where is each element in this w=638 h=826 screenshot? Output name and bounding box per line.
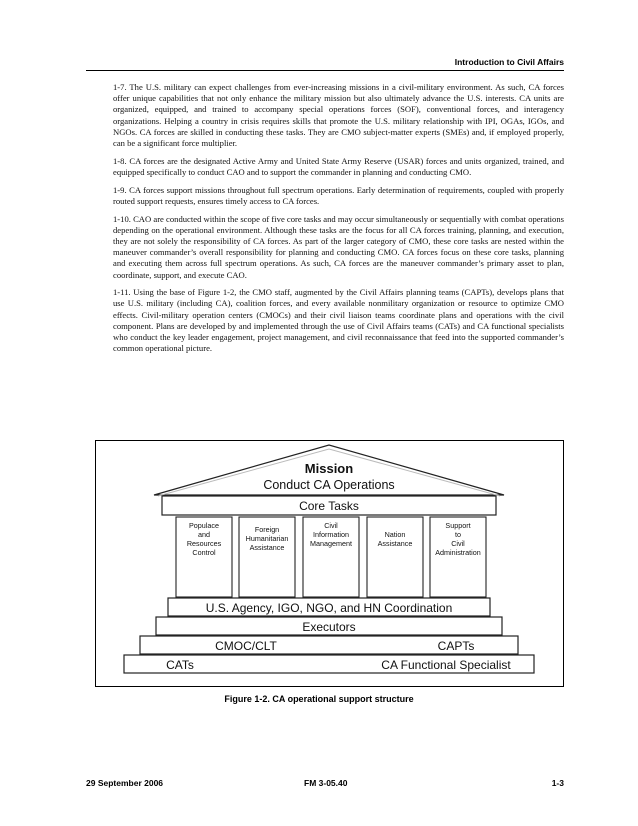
footer-date: 29 September 2006 — [86, 778, 164, 788]
pillar-3-line-1: Civil — [324, 521, 338, 530]
footer-manual: FM 3-05.40 — [304, 778, 348, 788]
capts-label: CAPTs — [437, 639, 475, 653]
pillar-2-line-2: Humanitarian — [245, 534, 289, 543]
footer-page-number: 1-3 — [551, 778, 564, 788]
pillar-5-line-1: Support — [445, 521, 471, 530]
pillar-2-line-3: Assistance — [249, 543, 285, 552]
figure-caption: Figure 1-2. CA operational support structure — [224, 694, 414, 704]
mission-subtitle: Conduct CA Operations — [263, 478, 395, 492]
pillar-3-line-3: Management — [310, 539, 352, 548]
paragraph-1-8: 1-8. CA forces are the designated Active Army and United State Army Reserve (USAR) forces and units organized, trained, and equipped specifically to conduct CAO and to support the commander in planning and conducting CMO. — [113, 155, 564, 177]
core-tasks-label: Core Tasks — [299, 499, 359, 513]
pillar-5-line-4: Administration — [435, 548, 481, 557]
specialist-label: CA Functional Specialist — [381, 658, 511, 672]
pillar-nation-assistance — [367, 517, 423, 597]
pillar-1-line-3: Resources — [186, 539, 222, 548]
cmoc-label: CMOC/CLT — [215, 639, 277, 653]
temple-diagram — [96, 441, 562, 685]
running-header: Introduction to Civil Affairs — [454, 57, 564, 67]
paragraph-1-9: 1-9. CA forces support missions throughout full spectrum operations. Early determination of requirements, coupled with properly routed support requests, ensures timely access to CA forces. — [113, 184, 564, 206]
pillar-1-line-4: Control — [192, 548, 216, 557]
pillar-5-line-2: to — [455, 530, 461, 539]
cats-label: CATs — [166, 658, 194, 672]
pillar-2-line-1: Foreign — [254, 525, 280, 534]
mission-title: Mission — [304, 461, 354, 476]
pillar-1-line-1: Populace — [189, 521, 219, 530]
pillar-4-line-2: Assistance — [377, 539, 413, 548]
executors-label: Executors — [302, 620, 356, 634]
pillar-4-line-1: Nation — [384, 530, 406, 539]
pillar-5-line-3: Civil — [451, 539, 465, 548]
figure-ca-structure — [95, 440, 564, 687]
pillars — [176, 517, 486, 597]
body-text — [113, 82, 564, 361]
paragraph-1-11: 1-11. Using the base of Figure 1-2, the CMO staff, augmented by the Civil Affairs planning teams (CAPTs), develops plans that use U.S. military (including CA), coalition forces, and every available nonmilitary organization or resource to optimize CMO effects. Civil-military operation centers (CMOCs) and their civil liaison teams coordinate plans and operations with the civil component. Plans are developed by and implemented through the use of Civil Affairs teams (CATs) and CA functional specialists who conduct the key leader engagement, project management, and civil reconnaissance that feed into the supported commander’s common operational picture. — [113, 287, 564, 354]
page-footer — [86, 778, 564, 790]
coordination-label: U.S. Agency, IGO, NGO, and HN Coordination — [205, 601, 453, 615]
header-rule — [86, 70, 564, 71]
paragraph-1-7: 1-7. The U.S. military can expect challenges from ever-increasing missions in a civil-military environment. As such, CA forces offer unique capabilities that not only enhance the military mission but also ultimately advance the U.S. interests. CA units are organized, equipped, and trained to accompany special operations forces (SOF), conventional forces, and interagency organizations. Helping a country in crisis requires skills that promote the U.S. military relationship with IPI, OGAs, IGOs, and NGOs. CA forces are skilled in conducting these tasks. They are CMO subject-matter experts (SMEs) and, if employed properly, can be a significant force multiplier. — [113, 82, 564, 149]
paragraph-1-10: 1-10. CAO are conducted within the scope of five core tasks and may occur simultaneously or sequentially with combat operations depending on the operational environment. Although these tasks are the focus for all CA forces training, planning, and execution, they are not solely the responsibility of CA forces. As part of the larger category of CMO, these core tasks are nested within the maneuver commander’s overall responsibility for planning and conducting CMO. CA forces focus on these core tasks, planning and executing them across full spectrum operations. As such, CA forces are the maneuver commander’s primary asset to plan, coordinate, support, and execute CAO. — [113, 213, 564, 280]
pillar-1-line-2: and — [198, 530, 210, 539]
pillar-3-line-2: Information — [313, 530, 349, 539]
